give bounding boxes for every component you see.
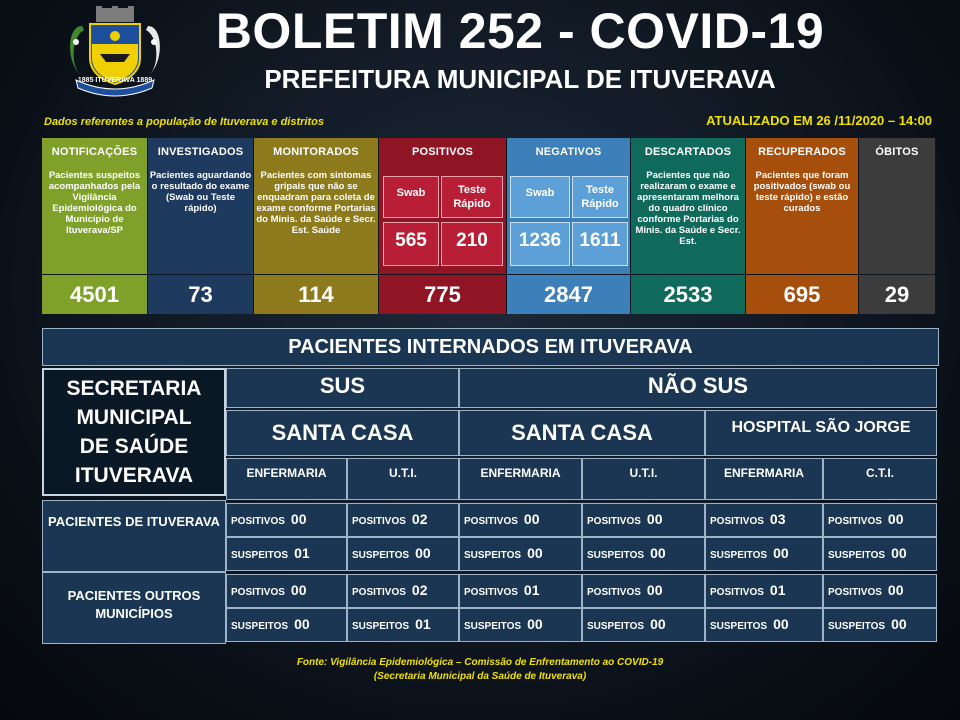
row-group-outros: PACIENTES OUTROS MUNICÍPIOS [42,572,226,644]
cell-label: POSITIVOS [587,587,641,598]
col-header-1: ENFERMARIA [226,458,347,500]
table-cell [459,608,582,642]
positivos-teste-label: Teste Rápido [441,176,503,218]
footer-source: Fonte: Vigilância Epidemiológica – Comissão de Enfrentamento ao COVID-19 [296,657,664,668]
card-recuperados [746,138,859,274]
table-cell [823,608,937,642]
notificacoes-desc: Pacientes suspeitos acompanhados pela Vigilância Epidemiológica do Município de Ituverava/SP [48,170,141,236]
investigados-title: INVESTIGADOS [157,146,244,158]
table-cell [823,574,937,608]
secretaria-line-4: ITUVERAVA [74,464,194,487]
negativos-teste-label: Teste Rápido [572,176,628,218]
santa-casa-sus: SANTA CASA [226,410,459,456]
cell-value: 00 [523,511,540,527]
secretaria-box [42,368,226,496]
table-cell [582,574,705,608]
cell-label: SUSPEITOS [231,550,289,561]
cell-value: 00 [891,616,907,632]
cell-label: SUSPEITOS [587,621,645,632]
total-monitorados: 114 [254,274,379,314]
cell-label: POSITIVOS [464,516,518,527]
cell-value: 00 [773,616,789,632]
cell-label: POSITIVOS [710,587,764,598]
cell-value: 01 [415,616,431,632]
descartados-desc: Pacientes que não realizaram o exame e apresentaram melhora do quadro clínico conforme Portarias do Minis. da Saúde e Secr. Est. [635,170,741,247]
footer-secretaria: (Secretaria Municipal da Saúde de Ituverava) [373,671,587,682]
cell-value: 00 [415,545,431,561]
cell-label: POSITIVOS [828,516,882,527]
table-cell [226,503,347,537]
negativos-swab-label: Swab [510,176,570,218]
col-header-2: U.T.I. [347,458,459,500]
table-cell [705,503,823,537]
col-header-6: C.T.I. [823,458,937,500]
cell-label: SUSPEITOS [710,550,768,561]
total-notificacoes: 4501 [42,274,148,314]
table-cell [459,537,582,571]
monitorados-title: MONITORADOS [273,146,359,158]
cell-value: 00 [887,511,904,527]
table-cell [347,503,459,537]
cell-label: SUSPEITOS [828,621,886,632]
table-cell [582,537,705,571]
card-notificacoes [42,138,148,274]
cell-label: SUSPEITOS [464,621,522,632]
cell-label: POSITIVOS [352,516,406,527]
population-note: Dados referentes a população de Ituverava e distritos [44,116,324,128]
negativos-teste-value: 1611 [572,222,628,266]
table-cell [226,608,347,642]
cell-label: SUSPEITOS [710,621,768,632]
logo-text [72,75,158,87]
total-positivos: 775 [379,274,507,314]
cell-value: 00 [290,582,307,598]
cell-value: 00 [891,545,907,561]
table-cell [582,608,705,642]
table-cell [459,574,582,608]
cell-value: 02 [411,511,428,527]
cell-label: POSITIVOS [828,587,882,598]
total-obitos: 29 [859,274,936,314]
logo-year-right: 1889 [136,77,153,84]
updated-timestamp: ATUALIZADO EM 26 /11/2020 – 14:00 [706,113,932,128]
cell-label: POSITIVOS [587,516,641,527]
col-header-3: ENFERMARIA [459,458,582,500]
total-recuperados: 695 [746,274,859,314]
table-cell [347,537,459,571]
cell-label: POSITIVOS [710,516,764,527]
notificacoes-title: NOTIFICAÇÕES [51,146,138,158]
table-cell [459,503,582,537]
cell-value: 00 [650,616,666,632]
table-cell [226,537,347,571]
cell-value: 01 [523,582,540,598]
page-title: BOLETIM 252 - COVID-19 [215,3,825,59]
col-header-5: ENFERMARIA [705,458,823,500]
table-cell [823,537,937,571]
sus-header: SUS [226,368,459,408]
nao-sus-header: NÃO SUS [459,368,937,408]
table-cell [347,608,459,642]
cell-label: SUSPEITOS [352,550,410,561]
cell-value: 03 [769,511,786,527]
card-monitorados [254,138,379,274]
cell-label: SUSPEITOS [587,550,645,561]
cell-value: 01 [294,545,310,561]
table-cell [347,574,459,608]
positivos-teste-value: 210 [441,222,503,266]
card-obitos [859,138,936,274]
cell-label: SUSPEITOS [231,621,289,632]
descartados-title: DESCARTADOS [644,146,732,158]
cell-label: POSITIVOS [231,516,285,527]
cell-label: SUSPEITOS [352,621,410,632]
positivos-title: POSITIVOS [411,146,474,158]
cell-label: POSITIVOS [352,587,406,598]
logo-city-name: ITUVERAVA [95,77,135,84]
table-cell [705,537,823,571]
cell-value: 00 [527,545,543,561]
internados-heading: PACIENTES INTERNADOS EM ITUVERAVA [42,328,939,366]
card-descartados [631,138,746,274]
cell-value: 00 [290,511,307,527]
page-subtitle: PREFEITURA MUNICIPAL DE ITUVERAVA [264,64,776,94]
table-cell [705,574,823,608]
table-cell [582,503,705,537]
cell-value: 00 [887,582,904,598]
cell-value: 01 [769,582,786,598]
obitos-title: ÓBITOS [875,146,919,158]
total-investigados: 73 [148,274,254,314]
hospital-sao-jorge: HOSPITAL SÃO JORGE [705,410,937,456]
cell-value: 00 [646,511,663,527]
santa-casa-nao-sus: SANTA CASA [459,410,705,456]
total-descartados: 2533 [631,274,746,314]
card-investigados [148,138,254,274]
positivos-swab-value: 565 [383,222,439,266]
recuperados-desc: Pacientes que foram positivados (swab ou teste rápido) e estão curados [753,170,851,214]
table-cell [823,503,937,537]
cell-value: 00 [646,582,663,598]
cell-label: POSITIVOS [231,587,285,598]
logo-year-left: 1885 [77,77,94,84]
cell-value: 00 [294,616,310,632]
negativos-title: NEGATIVOS [535,146,602,158]
cell-label: SUSPEITOS [464,550,522,561]
cell-value: 00 [773,545,789,561]
negativos-swab-value: 1236 [510,222,570,266]
investigados-desc: Pacientes aguardando o resultado do exame (Swab ou Teste rápido) [149,170,252,214]
positivos-swab-label: Swab [383,176,439,218]
cell-value: 00 [650,545,666,561]
cell-label: SUSPEITOS [828,550,886,561]
cell-label: POSITIVOS [464,587,518,598]
table-cell [705,608,823,642]
monitorados-desc: Pacientes com sintomas gripais que não se enquadram para coleta de exame conforme Portarias do Minis. da Saúde e Secr. Est. Saúde [256,170,376,236]
secretaria-line-1: SECRETARIA [66,377,202,400]
recuperados-title: RECUPERADOS [758,146,846,158]
cell-value: 00 [527,616,543,632]
row-group-ituverava: PACIENTES DE ITUVERAVA [42,500,226,572]
col-header-4: U.T.I. [582,458,705,500]
total-negativos: 2847 [507,274,631,314]
cell-value: 02 [411,582,428,598]
secretaria-line-2: MUNICIPAL [76,406,192,429]
table-cell [226,574,347,608]
secretaria-line-3: DE SAÚDE [79,435,189,458]
